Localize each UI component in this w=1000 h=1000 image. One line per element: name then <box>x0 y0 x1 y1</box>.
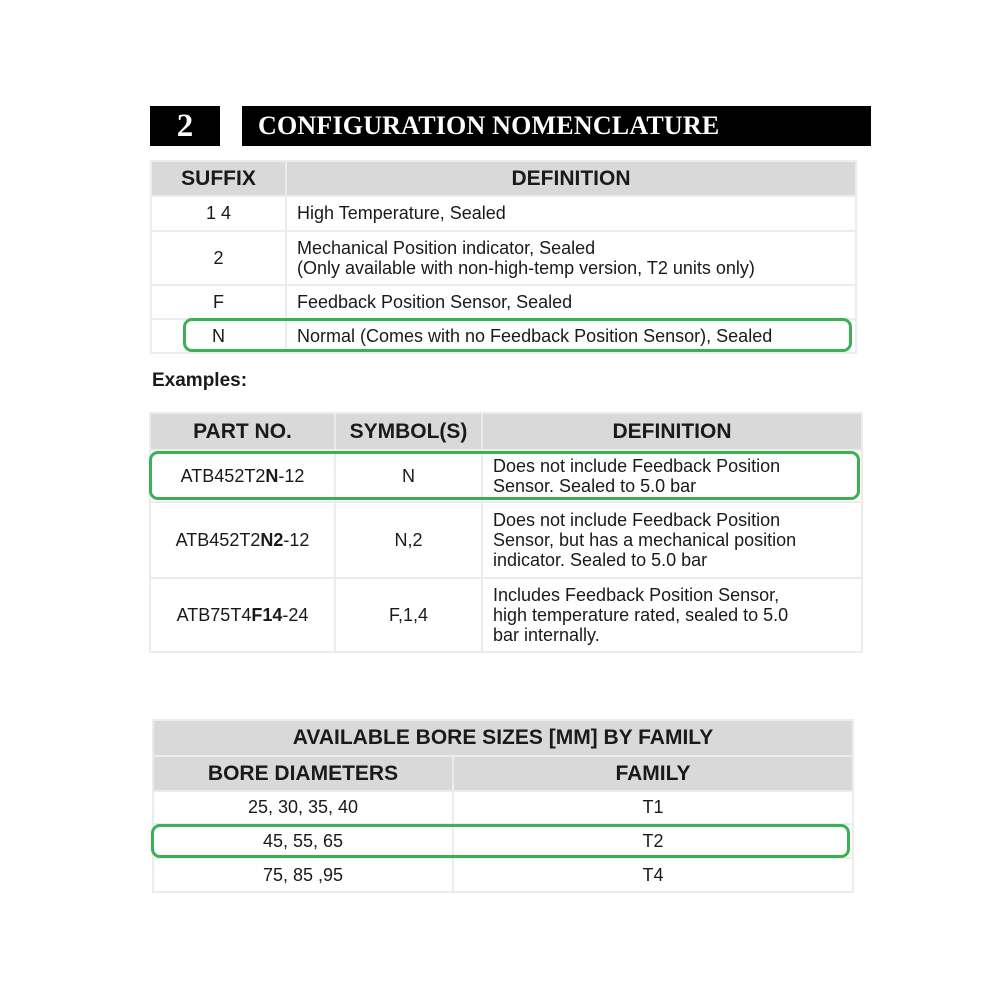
symbols-cell: N,2 <box>335 502 482 578</box>
table-header-row <box>150 413 862 450</box>
definition-line: (Only available with non-high-temp version, T2 units only) <box>297 258 755 278</box>
table-row <box>151 285 856 319</box>
symbols-cell: F,1,4 <box>335 578 482 652</box>
suffix-table <box>150 160 857 354</box>
part-number-cell <box>150 502 335 578</box>
suffix-cell: 2 <box>151 231 286 285</box>
definition-cell: Feedback Position Sensor, Sealed <box>286 285 856 319</box>
definition-line: high temperature rated, sealed to 5.0 <box>493 605 789 625</box>
definition-line: Sensor. Sealed to 5.0 bar <box>493 476 697 496</box>
part-number-cell <box>150 450 335 502</box>
table-row <box>153 824 853 858</box>
part-prefix: ATB75T4 <box>176 604 252 625</box>
definition-line: Includes Feedback Position Sensor, <box>493 585 780 605</box>
header-definition: DEFINITION <box>286 161 856 196</box>
bore-sizes-table <box>152 719 854 893</box>
part-prefix: ATB452T2 <box>175 529 261 550</box>
suffix-cell: N <box>151 319 286 353</box>
part-code: N <box>265 465 279 486</box>
table-title-row <box>153 720 853 756</box>
table-row <box>151 231 856 285</box>
section-title: CONFIGURATION NOMENCLATURE <box>242 106 871 146</box>
header-bore-diameters: BORE DIAMETERS <box>153 756 453 791</box>
header-definition: DEFINITION <box>482 413 862 450</box>
family-cell: T2 <box>453 824 853 858</box>
definition-line: Sensor, but has a mechanical position <box>493 530 797 550</box>
definition-cell <box>482 578 862 652</box>
table-row <box>153 791 853 824</box>
definition-line: indicator. Sealed to 5.0 bar <box>493 550 708 570</box>
part-code: F14 <box>251 604 283 625</box>
header-family: FAMILY <box>453 756 853 791</box>
part-suffix: -12 <box>278 465 305 486</box>
examples-table <box>149 412 863 653</box>
part-suffix: -12 <box>283 529 310 550</box>
definition-line: Does not include Feedback Position <box>493 510 781 530</box>
definition-cell <box>482 502 862 578</box>
table-header-row <box>151 161 856 196</box>
family-cell: T4 <box>453 858 853 892</box>
definition-line: Mechanical Position indicator, Sealed <box>297 238 596 258</box>
bore-table-title: AVAILABLE BORE SIZES [MM] BY FAMILY <box>153 720 853 756</box>
definition-cell: High Temperature, Sealed <box>286 196 856 231</box>
table-row <box>150 502 862 578</box>
suffix-cell: F <box>151 285 286 319</box>
definition-cell: Normal (Comes with no Feedback Position Sensor), Sealed <box>286 319 856 353</box>
table-row <box>151 196 856 231</box>
table-row <box>150 578 862 652</box>
bore-cell: 25, 30, 35, 40 <box>153 791 453 824</box>
part-prefix: ATB452T2 <box>180 465 266 486</box>
definition-line: Does not include Feedback Position <box>493 456 781 476</box>
suffix-cell: 1 4 <box>151 196 286 231</box>
symbols-cell: N <box>335 450 482 502</box>
definition-cell <box>482 450 862 502</box>
definition-line: bar internally. <box>493 625 600 645</box>
section-number: 2 <box>150 106 220 146</box>
table-row <box>151 319 856 353</box>
table-header-row <box>153 756 853 791</box>
family-cell: T1 <box>453 791 853 824</box>
header-symbols: SYMBOL(S) <box>335 413 482 450</box>
header-suffix: SUFFIX <box>151 161 286 196</box>
part-number-cell <box>150 578 335 652</box>
header-part-no: PART NO. <box>150 413 335 450</box>
bore-cell: 45, 55, 65 <box>153 824 453 858</box>
bore-cell: 75, 85 ,95 <box>153 858 453 892</box>
table-row <box>153 858 853 892</box>
part-suffix: -24 <box>282 604 309 625</box>
part-code: N2 <box>260 529 284 550</box>
examples-label: Examples: <box>152 370 248 391</box>
definition-cell <box>286 231 856 285</box>
table-row <box>150 450 862 502</box>
